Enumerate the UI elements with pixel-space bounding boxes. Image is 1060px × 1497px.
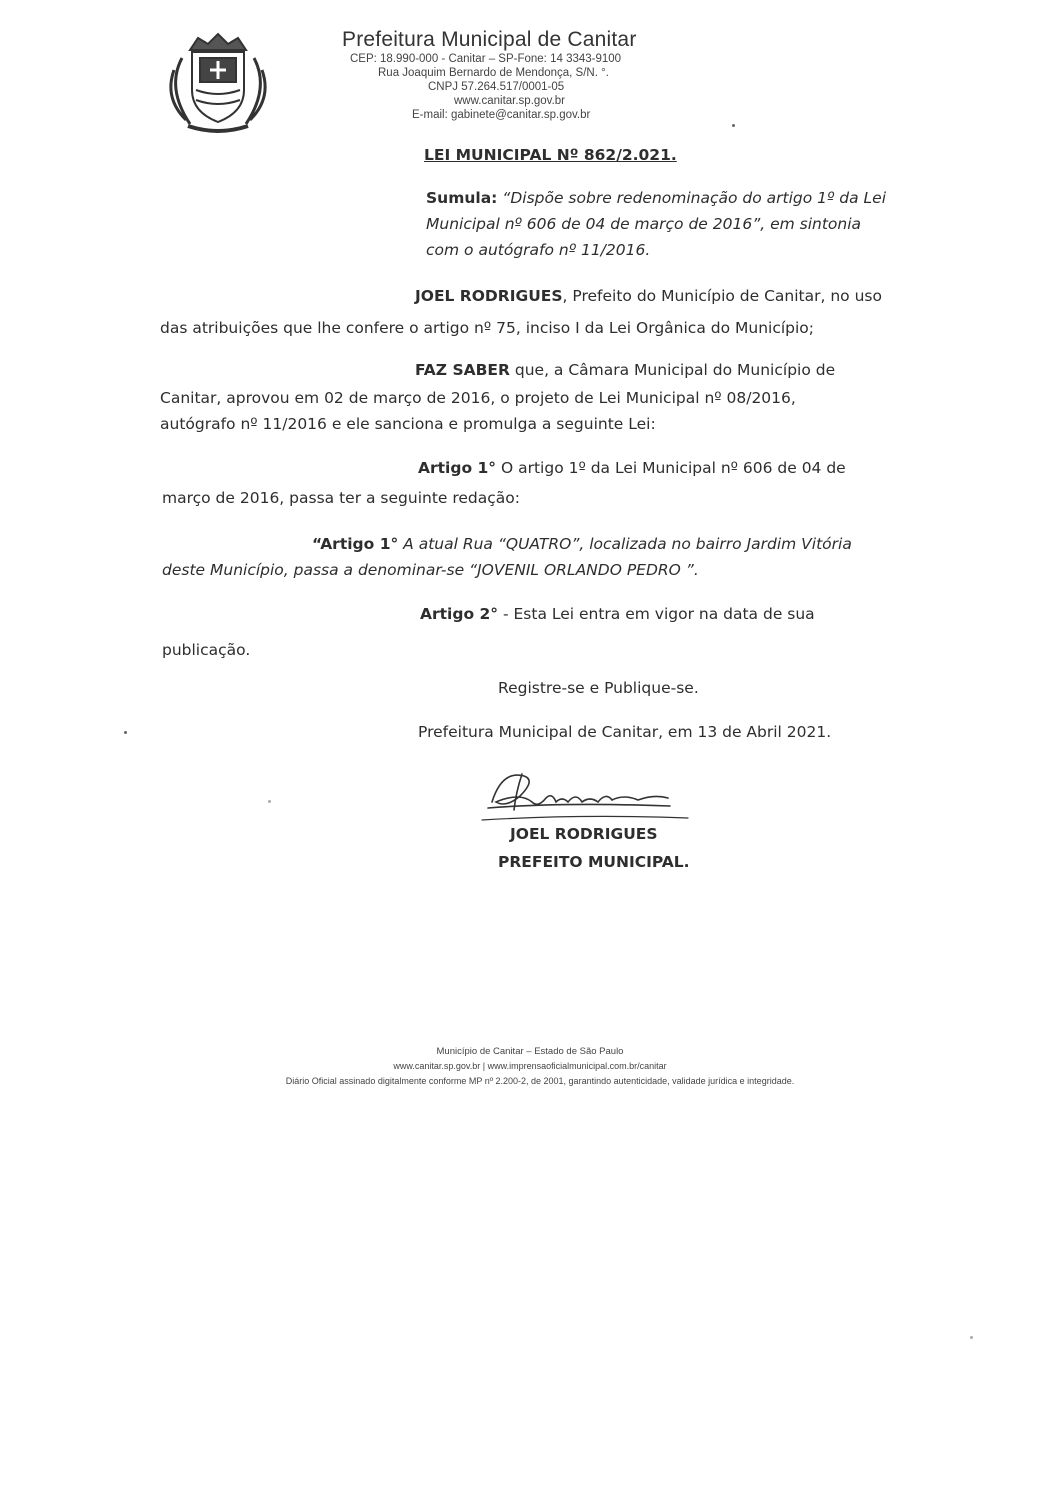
closing-text: Registre-se e Publique-se.: [498, 679, 699, 697]
date-line: Prefeitura Municipal de Canitar, em 13 de Abril 2021.: [418, 723, 832, 741]
para1-line-1: [415, 286, 882, 306]
signatory-name: JOEL RODRIGUES: [510, 825, 658, 843]
scan-speck: [124, 731, 127, 734]
sumula-text-1: “Dispõe sobre redenominação do artigo 1º da Lei: [502, 189, 886, 207]
para2-line-2: Canitar, aprovou em 02 de março de 2016, o projeto de Lei Municipal nº 08/2016,: [160, 389, 796, 407]
art2-text-1: - Esta Lei entra em vigor na data de sua: [498, 605, 815, 623]
letterhead: [342, 28, 637, 122]
sumula-line-3: com o autógrafo nº 11/2016.: [426, 241, 651, 259]
art1-quote-line-2: deste Município, passa a denominar-se “JOVENIL ORLANDO PEDRO ”.: [162, 561, 699, 579]
faz-saber-label: FAZ SABER: [415, 361, 510, 379]
para1-line-2: das atribuições que lhe confere o artigo nº 75, inciso I da Lei Orgânica do Município;: [160, 319, 814, 337]
art1-line-2: março de 2016, passa ter a seguinte redação:: [162, 489, 520, 507]
law-title: LEI MUNICIPAL Nº 862/2.021.: [424, 146, 677, 164]
scan-speck: [970, 1336, 973, 1339]
mayor-name: JOEL RODRIGUES: [415, 287, 563, 305]
art1-quote-label: “Artigo 1°: [312, 535, 399, 553]
signatory-role: PREFEITO MUNICIPAL.: [498, 853, 690, 871]
para1-text-1: , Prefeito do Município de Canitar, no uso: [562, 287, 882, 305]
letterhead-cep-phone: CEP: 18.990-000 - Canitar – SP-Fone: 14 3343-9100: [350, 53, 622, 65]
art1-text-1: O artigo 1º da Lei Municipal nº 606 de 04 de: [496, 459, 846, 477]
art1-line-1: [418, 458, 846, 478]
art2-line-2: publicação.: [162, 641, 251, 659]
sumula-label: Sumula:: [426, 189, 498, 207]
para2-text-1: que, a Câmara Municipal do Município de: [509, 361, 836, 379]
municipal-crest-icon: [160, 28, 276, 138]
handwritten-signature: [462, 762, 692, 824]
art1-label: Artigo 1°: [418, 459, 497, 477]
letterhead-address: Rua Joaquim Bernardo de Mendonça, S/N. °.: [378, 67, 609, 79]
scan-speck: [732, 124, 735, 127]
para2-line-1: [415, 360, 835, 380]
letterhead-website: www.canitar.sp.gov.br: [454, 95, 566, 107]
art2-label: Artigo 2°: [420, 605, 499, 623]
para2-line-3: autógrafo nº 11/2016 e ele sanciona e promulga a seguinte Lei:: [160, 415, 656, 433]
letterhead-title: Prefeitura Municipal de Canitar: [342, 28, 637, 51]
sumula-line-2: [426, 214, 861, 234]
letterhead-cnpj: CNPJ 57.264.517/0001-05: [428, 81, 565, 93]
art2-line-1: [420, 604, 815, 624]
letterhead-email: E-mail: gabinete@canitar.sp.gov.br: [412, 109, 591, 121]
scan-speck: [268, 800, 271, 803]
sumula-text-2a: Municipal nº 606 de 04 de março de 2016”: [426, 215, 761, 233]
art1-quote-line-1: [312, 534, 852, 554]
footer-line-2: www.canitar.sp.gov.br | www.imprensaoficialmunicipal.com.br/canitar: [393, 1061, 667, 1071]
sumula-line-1: [426, 188, 938, 208]
sumula-text-2b: , em sintonia: [760, 215, 862, 233]
art1-quote-text-1: A atual Rua “QUATRO”, localizada no bairro Jardim Vitória: [398, 535, 852, 553]
footer-line-3: Diário Oficial assinado digitalmente conforme MP nº 2.200-2, de 2001, garantindo autenticidade, validade jurídica e integridade.: [285, 1076, 795, 1086]
footer-line-1: Município de Canitar – Estado de São Paulo: [436, 1046, 624, 1057]
